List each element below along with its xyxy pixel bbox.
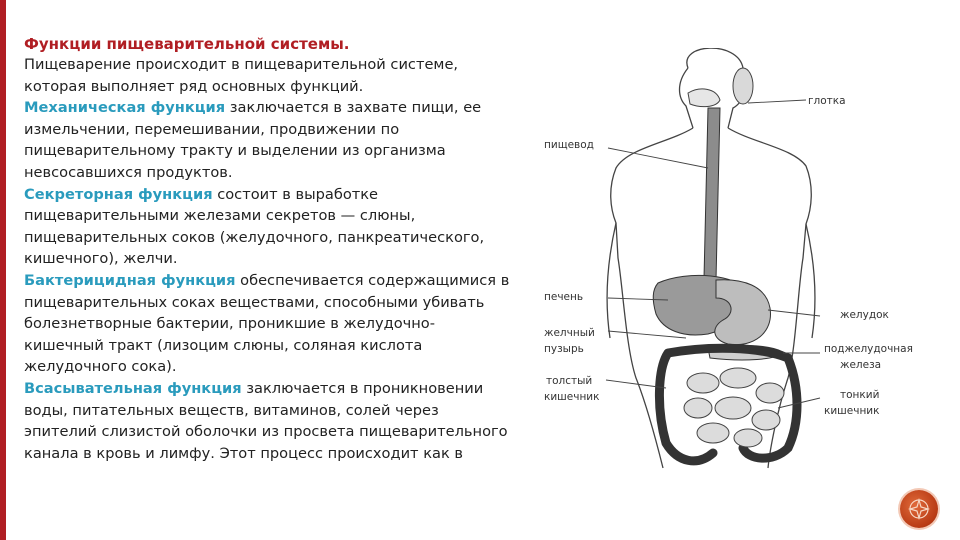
text-block: [24, 34, 510, 464]
function-mechanical: [24, 97, 510, 183]
salivary-gland: [733, 68, 753, 104]
esophagus: [704, 108, 720, 280]
label-esophagus: пищевод: [544, 139, 594, 151]
function-secretory: [24, 184, 510, 270]
label-gallbladder-1: желчный: [544, 327, 595, 339]
label-colon-2: кишечник: [544, 391, 600, 403]
desc-absorptive: заключается в проникновении воды, питательных веществ, витаминов, солей через эпителий слизистой оболочки из просвета пищеварительного канала в кровь и лимфу. Этот процесс происходит как в: [24, 379, 508, 462]
label-pancreas-1: поджелудочная: [824, 343, 913, 355]
left-accent-bar: [0, 0, 6, 540]
desc-bactericidal: обеспечивается содержащимися в пищеварительных соках веществами, способными убивать болезнетворные бактерии, проникшие в желудочно-кишечный тракт (лизоцим слюны, соляная кислота желудочного сока).: [24, 271, 510, 376]
label-pancreas-2: железа: [840, 359, 882, 371]
term-secretory: Секреторная функция: [24, 185, 213, 203]
digestive-system-diagram: [538, 48, 938, 518]
label-liver: печень: [544, 291, 584, 303]
label-gallbladder-2: пузырь: [544, 343, 584, 355]
label-small-int-2: кишечник: [824, 405, 880, 417]
desc-secretory: состоит в выработке пищеварительными железами секретов — слюны, пищеварительных соков (желудочного, панкреатического, кишечного), желчи.: [24, 185, 485, 268]
function-absorptive: [24, 378, 510, 464]
function-bactericidal: [24, 270, 510, 378]
label-small-int-1: тонкий: [840, 389, 880, 401]
label-stomach: желудок: [840, 309, 889, 321]
term-mechanical: Механическая функция: [24, 99, 226, 117]
label-pharynx: глотка: [808, 95, 846, 107]
term-absorptive: Всасывательная функция: [24, 379, 242, 397]
small-intestine: [684, 368, 784, 447]
intro-paragraph: Пищеварение происходит в пищеварительной системе, которая выполняет ряд основных функций.: [24, 56, 459, 95]
label-colon-1: толстый: [546, 375, 593, 387]
seal-ornament-icon: [906, 496, 932, 522]
slide-title: Функции пищеварительной системы.: [24, 35, 350, 53]
decorative-seal-icon: [900, 490, 938, 528]
term-bactericidal: Бактерицидная функция: [24, 271, 236, 289]
desc-mechanical: заключается в захвате пищи, ее измельчении, перемешивании, продвижении по пищеварительному тракту и выделении из организма невсосавшихся продуктов.: [24, 99, 482, 181]
